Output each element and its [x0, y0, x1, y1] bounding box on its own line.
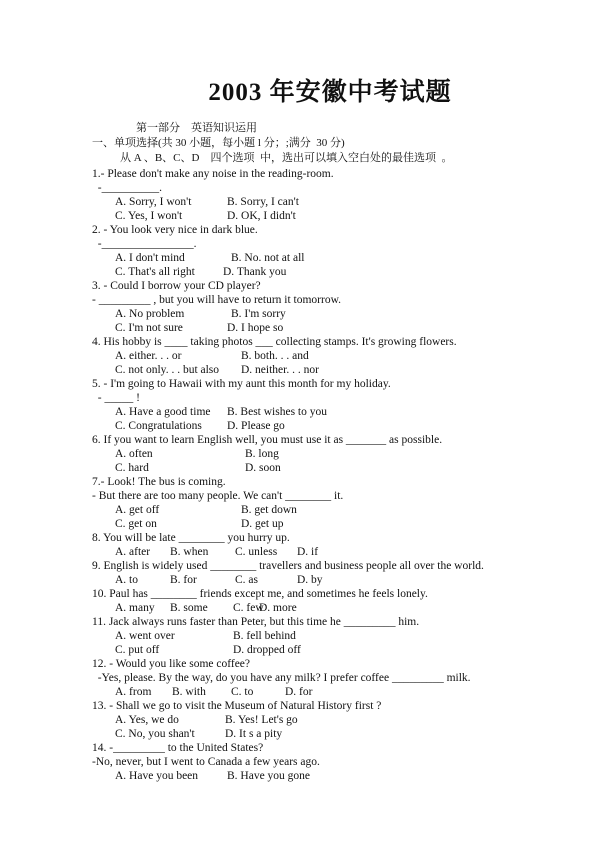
section-heading: 一、单项选择(共 30 小题，每小题 l 分；;满分 30 分)	[92, 137, 345, 149]
option-c: C. That's all right	[115, 266, 195, 278]
question-stem: 11. Jack always runs faster than Peter, but this time he _________ him.	[92, 616, 420, 628]
option-a: A. I don't mind	[115, 252, 185, 264]
option-d: D. Please go	[227, 420, 285, 432]
instruction-text: 从 A 、B、C、D 四个选项 中，选出可以填入空白处的最佳选项 。	[120, 152, 453, 164]
question-stem: 6. If you want to learn English well, you must use it as _______ as possible.	[92, 434, 443, 446]
question-stem: 8. You will be late ________ you hurry up.	[92, 532, 290, 544]
question-stem-reply: -Yes, please. By the way, do you have any milk? I prefer coffee _________ milk.	[92, 672, 471, 684]
option-d: D. if	[297, 546, 319, 558]
option-c: C. not only. . . but also	[115, 364, 220, 376]
option-a: A. No problem	[115, 308, 185, 320]
option-d: D. neither. . . nor	[241, 364, 319, 376]
option-b: B. No. not at all	[231, 252, 305, 264]
option-b: B. Yes! Let's go	[225, 714, 298, 726]
option-b: B. fell behind	[233, 630, 296, 642]
question-stem: 1.- Please don't make any noise in the reading-room.	[92, 168, 334, 180]
question-stem-reply: -No, never, but I went to Canada a few years ago.	[92, 756, 320, 768]
option-a: A. from	[115, 686, 152, 698]
question-stem-reply: - But there are too many people. We can't ________ it.	[92, 490, 344, 502]
option-a: A. get off	[115, 504, 160, 516]
option-c: C. No, you shan't	[115, 728, 195, 740]
question-stem: 10. Paul has ________ friends except me, and sometimes he feels lonely.	[92, 588, 428, 600]
option-a: A. Have a good time	[115, 406, 211, 418]
option-d: D. soon	[245, 462, 281, 474]
option-d: D. I hope so	[227, 322, 284, 334]
option-c: C. get on	[115, 518, 157, 530]
option-c: C. Congratulations	[115, 420, 202, 432]
question-stem: 5. - I'm going to Hawaii with my aunt this month for my holiday.	[92, 378, 391, 390]
option-d: D. by	[297, 574, 323, 586]
option-c: C. put off	[115, 644, 160, 656]
option-a: A. went over	[115, 630, 175, 642]
question-stem: 4. His hobby is ____ taking photos ___ collecting stamps. It's growing flowers.	[92, 336, 457, 348]
option-c: C. hard	[115, 462, 149, 474]
option-b: B. with	[172, 686, 206, 698]
question-stem: 7.- Look! The bus is coming.	[92, 476, 226, 488]
option-a: A. either. . . or	[115, 350, 182, 362]
option-a: A. Sorry, I won't	[115, 196, 192, 208]
option-a: A. many	[115, 602, 155, 614]
option-b: B. get down	[241, 504, 297, 516]
option-a: A. Have you been	[115, 770, 199, 782]
option-b: B. some	[170, 602, 208, 614]
option-d: D. dropped off	[233, 644, 301, 656]
option-c: C. to	[231, 686, 254, 698]
option-d: D. It s a pity	[225, 728, 283, 740]
option-c: C. I'm not sure	[115, 322, 183, 334]
question-stem-reply: - _____ !	[92, 392, 140, 404]
option-d: D. Thank you	[223, 266, 287, 278]
option-a: A. to	[115, 574, 138, 586]
question-stem: 14. -_________ to the United States?	[92, 742, 264, 754]
page-title: 2003 年安徽中考试题	[208, 79, 452, 106]
option-b: B. I'm sorry	[231, 308, 286, 320]
option-c: C. Yes, I won't	[115, 210, 183, 222]
option-d: D. more	[259, 602, 297, 614]
option-d: D. OK, I didn't	[227, 210, 296, 222]
option-b: B. Have you gone	[227, 770, 311, 782]
option-b: B. Best wishes to you	[227, 406, 327, 418]
question-stem-reply: - _________ , but you will have to return it tomorrow.	[92, 294, 342, 306]
option-b: B. when	[170, 546, 209, 558]
option-d: D. for	[285, 686, 313, 698]
option-b: B. both. . . and	[241, 350, 309, 362]
question-stem: 13. - Shall we go to visit the Museum of Natural History first ?	[92, 700, 382, 712]
option-a: A. after	[115, 546, 151, 558]
option-b: B. Sorry, I can't	[227, 196, 299, 208]
question-stem-reply: -________________.	[92, 238, 197, 250]
question-stem: 12. - Would you like some coffee?	[92, 658, 251, 670]
question-stem: 3. - Could I borrow your CD player?	[92, 280, 261, 292]
part-heading: 第一部分 英语知识运用	[136, 122, 257, 134]
option-c: C. as	[235, 574, 258, 586]
option-d: D. get up	[241, 518, 284, 530]
question-stem: 2. - You look very nice in dark blue.	[92, 224, 258, 236]
option-b: B. for	[170, 574, 197, 586]
option-b: B. long	[245, 448, 279, 460]
option-c: C. unless	[235, 546, 278, 558]
question-stem-reply: -__________.	[92, 182, 162, 194]
question-stem: 9. English is widely used ________ travellers and business people all over the world.	[92, 560, 484, 572]
option-a: A. often	[115, 448, 153, 460]
option-a: A. Yes, we do	[115, 714, 179, 726]
option-c: C. few	[233, 602, 264, 614]
